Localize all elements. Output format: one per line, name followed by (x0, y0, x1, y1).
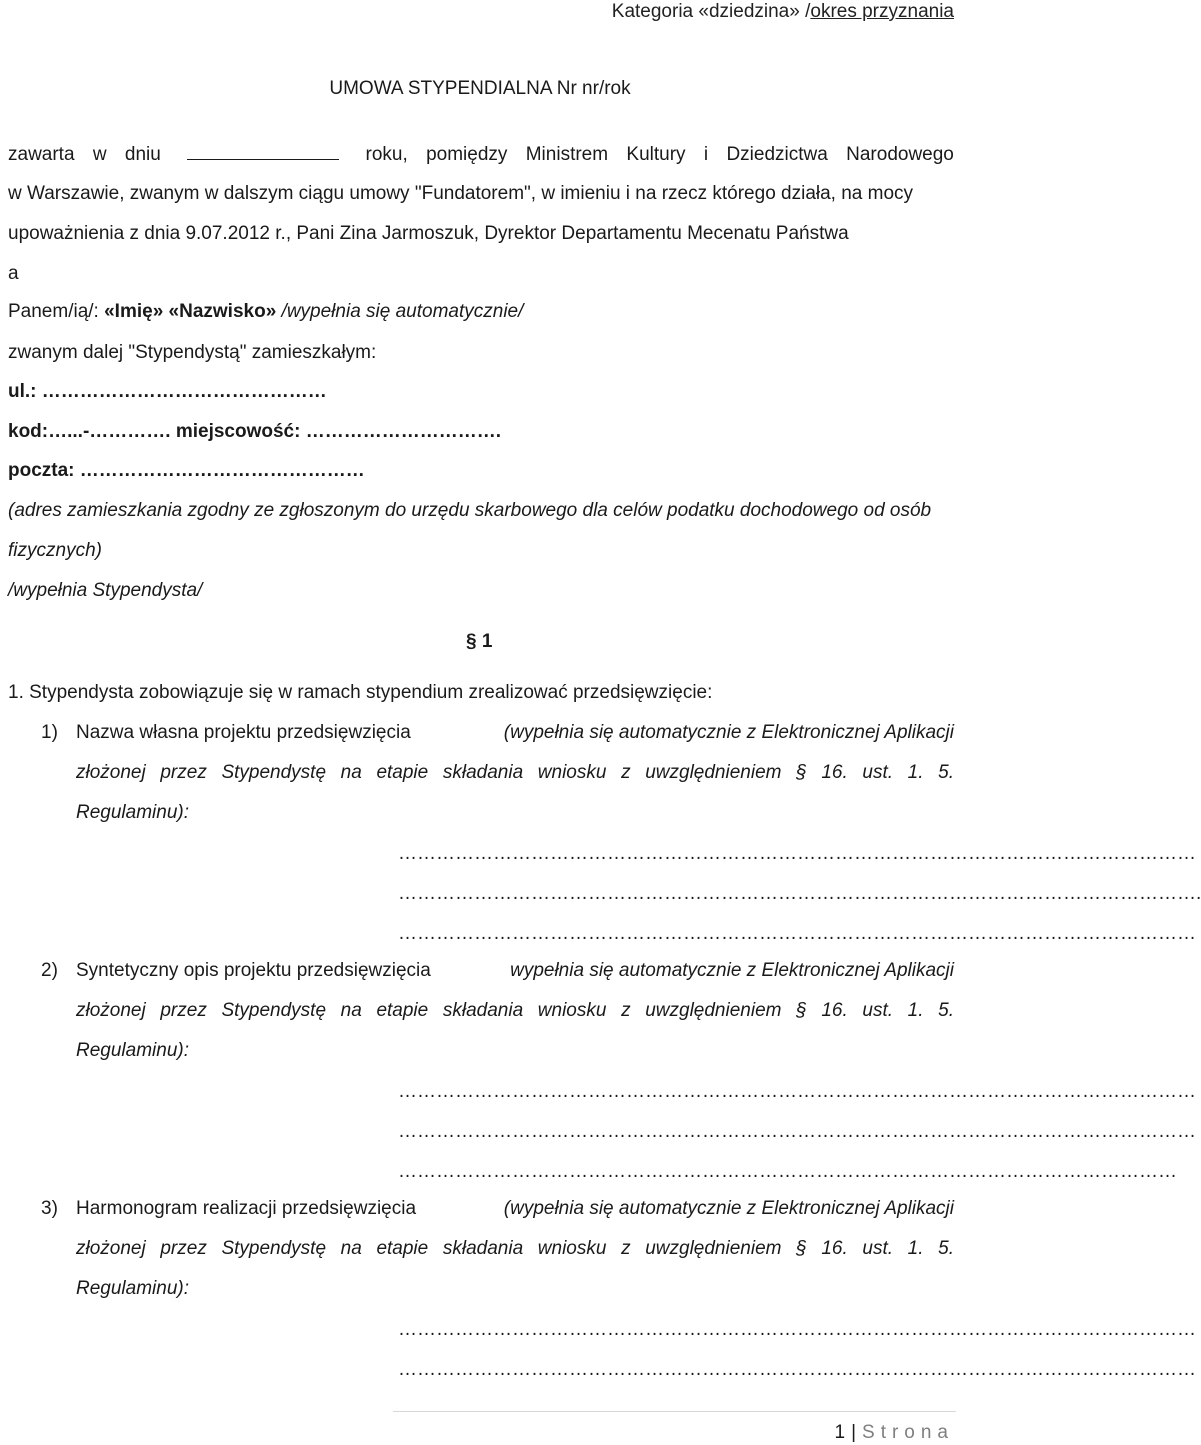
page-number: 1 (834, 1422, 846, 1443)
auto-note: /wypełnia się automatycznie/ (281, 301, 524, 322)
item-1-fill-line[interactable]: ……………………………………………………………………………………………………………… (398, 923, 1196, 944)
intro-word: Narodowego (846, 144, 954, 165)
item-3-heading: Harmonogram realizacji przedsięwzięcia (76, 1198, 417, 1219)
party-prefix: Panem/ią/: (8, 301, 99, 322)
page-footer (835, 1421, 955, 1445)
postal-code-field[interactable]: kod:…...-…………. (8, 421, 171, 442)
item-1-number: 1) (41, 722, 58, 743)
date-blank-line[interactable] (187, 143, 339, 160)
intro-word: roku, (365, 144, 408, 165)
called-line: zwanym dalej "Stypendystą" zamieszkałym: (8, 342, 377, 363)
header-period-link: okres przyznania (810, 1, 954, 22)
item-3-number: 3) (41, 1198, 58, 1219)
item-2-heading: Syntetyczny opis projektu przedsięwzięcia (76, 960, 431, 981)
intro-word: pomiędzy (426, 144, 508, 165)
page-header (612, 0, 954, 24)
item-3-line-3: Regulaminu): (76, 1278, 189, 1299)
item-2-line-1 (76, 959, 954, 983)
fill-note: /wypełnia Stypendysta/ (8, 580, 203, 601)
intro-word: zawarta (8, 144, 75, 165)
party-line (8, 300, 523, 324)
header-category: Kategoria «dziedzina» / (611, 1, 811, 22)
item-1-fill-line[interactable]: ……………………………………………………………………………………………………………… (398, 843, 1196, 864)
intro-word: Ministrem (525, 144, 609, 165)
item-1-heading: Nazwa własna projektu przedsięwzięcia (76, 722, 411, 743)
intro-word: Kultury (626, 144, 686, 165)
address-note-line-1: (adres zamieszkania zgodny ze zgłoszonym do urzędu skarbowego dla celów podatku dochodowego od osób (8, 500, 932, 521)
footer-separator: | (851, 1422, 857, 1443)
name-fields: «Imię» «Nazwisko» (104, 301, 277, 322)
item-2-line-3: Regulaminu): (76, 1040, 189, 1061)
address-note-line-2: fizycznych) (8, 540, 102, 561)
item-1-line-2: złożonej przez Stypendystę na etapie składania wniosku z uwzględnieniem § 16. ust. 1. 5. (76, 762, 954, 783)
intro-line-1 (8, 143, 954, 167)
document-title: UMOWA STYPENDIALNA Nr nr/rok (329, 78, 631, 99)
intro-line-2: w Warszawie, zwanym w dalszym ciągu umowy "Fundatorem", w imieniu i na rzecz którego działa, na mocy (8, 183, 914, 204)
street-field[interactable]: ul.: ……………………………………… (8, 381, 327, 402)
intro-word: i (703, 144, 709, 165)
item-2-fill-line[interactable]: …………………………………………………………………………………………………………… (398, 1161, 1177, 1182)
item-1-note: (wypełnia się automatycznie z Elektronicznej Aplikacji (503, 722, 954, 743)
item-2-fill-line[interactable]: ……………………………………………………………………………………………………………… (398, 1081, 1196, 1102)
item-1-line-1 (76, 721, 954, 745)
item-3-fill-line[interactable]: ……………………………………………………………………………………………………………… (398, 1359, 1196, 1380)
item-2-note: wypełnia się automatycznie z Elektronicznej Aplikacji (510, 960, 954, 981)
section-mark: § 1 (466, 631, 493, 652)
post-field[interactable]: poczta: ……………………………………… (8, 460, 365, 481)
item-3-fill-line[interactable]: ……………………………………………………………………………………………………………… (398, 1319, 1196, 1340)
code-city-line (8, 420, 501, 444)
item-1-fill-line[interactable]: ………………………………………………………………………………………………………………. (398, 883, 1201, 904)
item-3-line-2: złożonej przez Stypendystę na etapie składania wniosku z uwzględnieniem § 16. ust. 1. 5. (76, 1238, 954, 1259)
intro-line-4: a (8, 263, 19, 284)
item-3-note: (wypełnia się automatycznie z Elektronicznej Aplikacji (503, 1198, 954, 1219)
item-2-line-2: złożonej przez Stypendystę na etapie składania wniosku z uwzględnieniem § 16. ust. 1. 5. (76, 1000, 954, 1021)
intro-word: w (92, 144, 107, 165)
item-2-number: 2) (41, 960, 58, 981)
item-2-fill-line[interactable]: ……………………………………………………………………………………………………………… (398, 1121, 1196, 1142)
item-1-line-3: Regulaminu): (76, 802, 189, 823)
item-3-line-1 (76, 1197, 954, 1221)
intro-word: dniu (124, 144, 161, 165)
intro-line-3: upoważnienia z dnia 9.07.2012 r., Pani Zina Jarmoszuk, Dyrektor Departamentu Mecenatu Państwa (8, 223, 849, 244)
paragraph-1: 1. Stypendysta zobowiązuje się w ramach stypendium zrealizować przedsięwzięcie: (8, 682, 713, 703)
footer-rule (393, 1411, 956, 1412)
intro-word: Dziedzictwa (726, 144, 828, 165)
page-label: Strona (862, 1422, 954, 1443)
city-field[interactable]: miejscowość: …………………………. (175, 421, 502, 442)
